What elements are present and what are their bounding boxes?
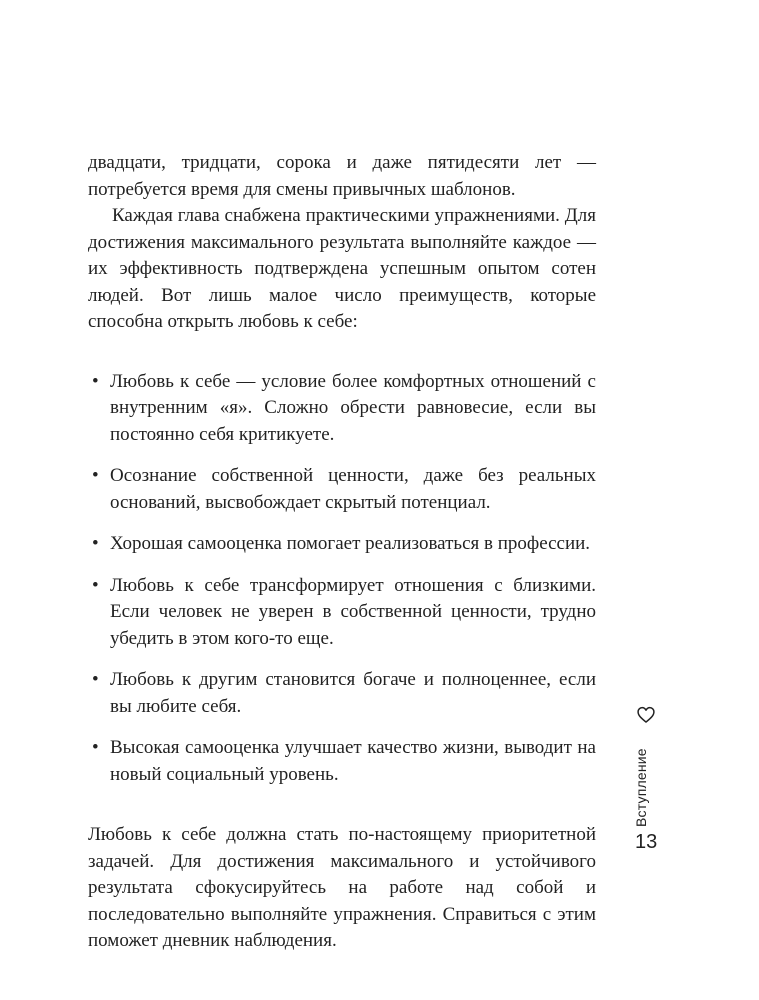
page-number: 13 [635,831,658,853]
paragraph-closing: Любовь к себе должна стать по-настоящему приоритетной задачей. Для достижения максимального и устойчивого результата сфокусируйтесь на работе над собой и последовательно выполняйте упражнения. Справиться с этим поможет дневник наблюдения. [88,824,596,951]
bullet-icon: • [92,465,99,486]
bullet-icon: • [92,533,99,554]
page-margin-marker [627,700,667,860]
list-item: • Любовь к другим становится богаче и полноценнее, если вы любите себя. [92,669,596,717]
list-item: • Высокая самооценка улучшает качество жизни, выводит на новый социальный уровень. [92,737,596,785]
list-item: • Любовь к себе трансформирует отношения с близкими. Если человек не уверен в собственной ценности, трудно убедить в этом кого-то еще. [92,574,596,649]
list-item: • Хорошая самооценка помогает реализоваться в профессии. [88,531,596,558]
benefits-list [88,369,596,789]
bullet-icon: • [92,669,99,690]
paragraph-exercises: Каждая глава снабжена практическими упражнениями. Для достижения максимального результата выполняйте каждое — их эффективность подтверждена успешным опытом сотен людей. Вот лишь малое число преимуществ, которые способна открыть любовь к себе: [88,205,596,332]
bullet-icon: • [92,737,99,758]
bullet-icon: • [92,574,99,596]
paragraph-continued: двадцати, тридцати, сорока и даже пятидесяти лет — потребуется время для смены привычных шаблонов. [88,152,596,200]
heart-icon [636,705,656,725]
section-title: Вступление [633,748,649,827]
page-body [88,150,596,955]
list-item: • Любовь к себе — условие более комфортных отношений с внутренним «я». Сложно обрести равновесие, если вы постоянно себя критикуете. [92,370,596,445]
bullet-icon: • [92,370,99,392]
list-item: • Осознание собственной ценности, даже без реальных оснований, высвобождает скрытый потенциал. [92,465,596,513]
